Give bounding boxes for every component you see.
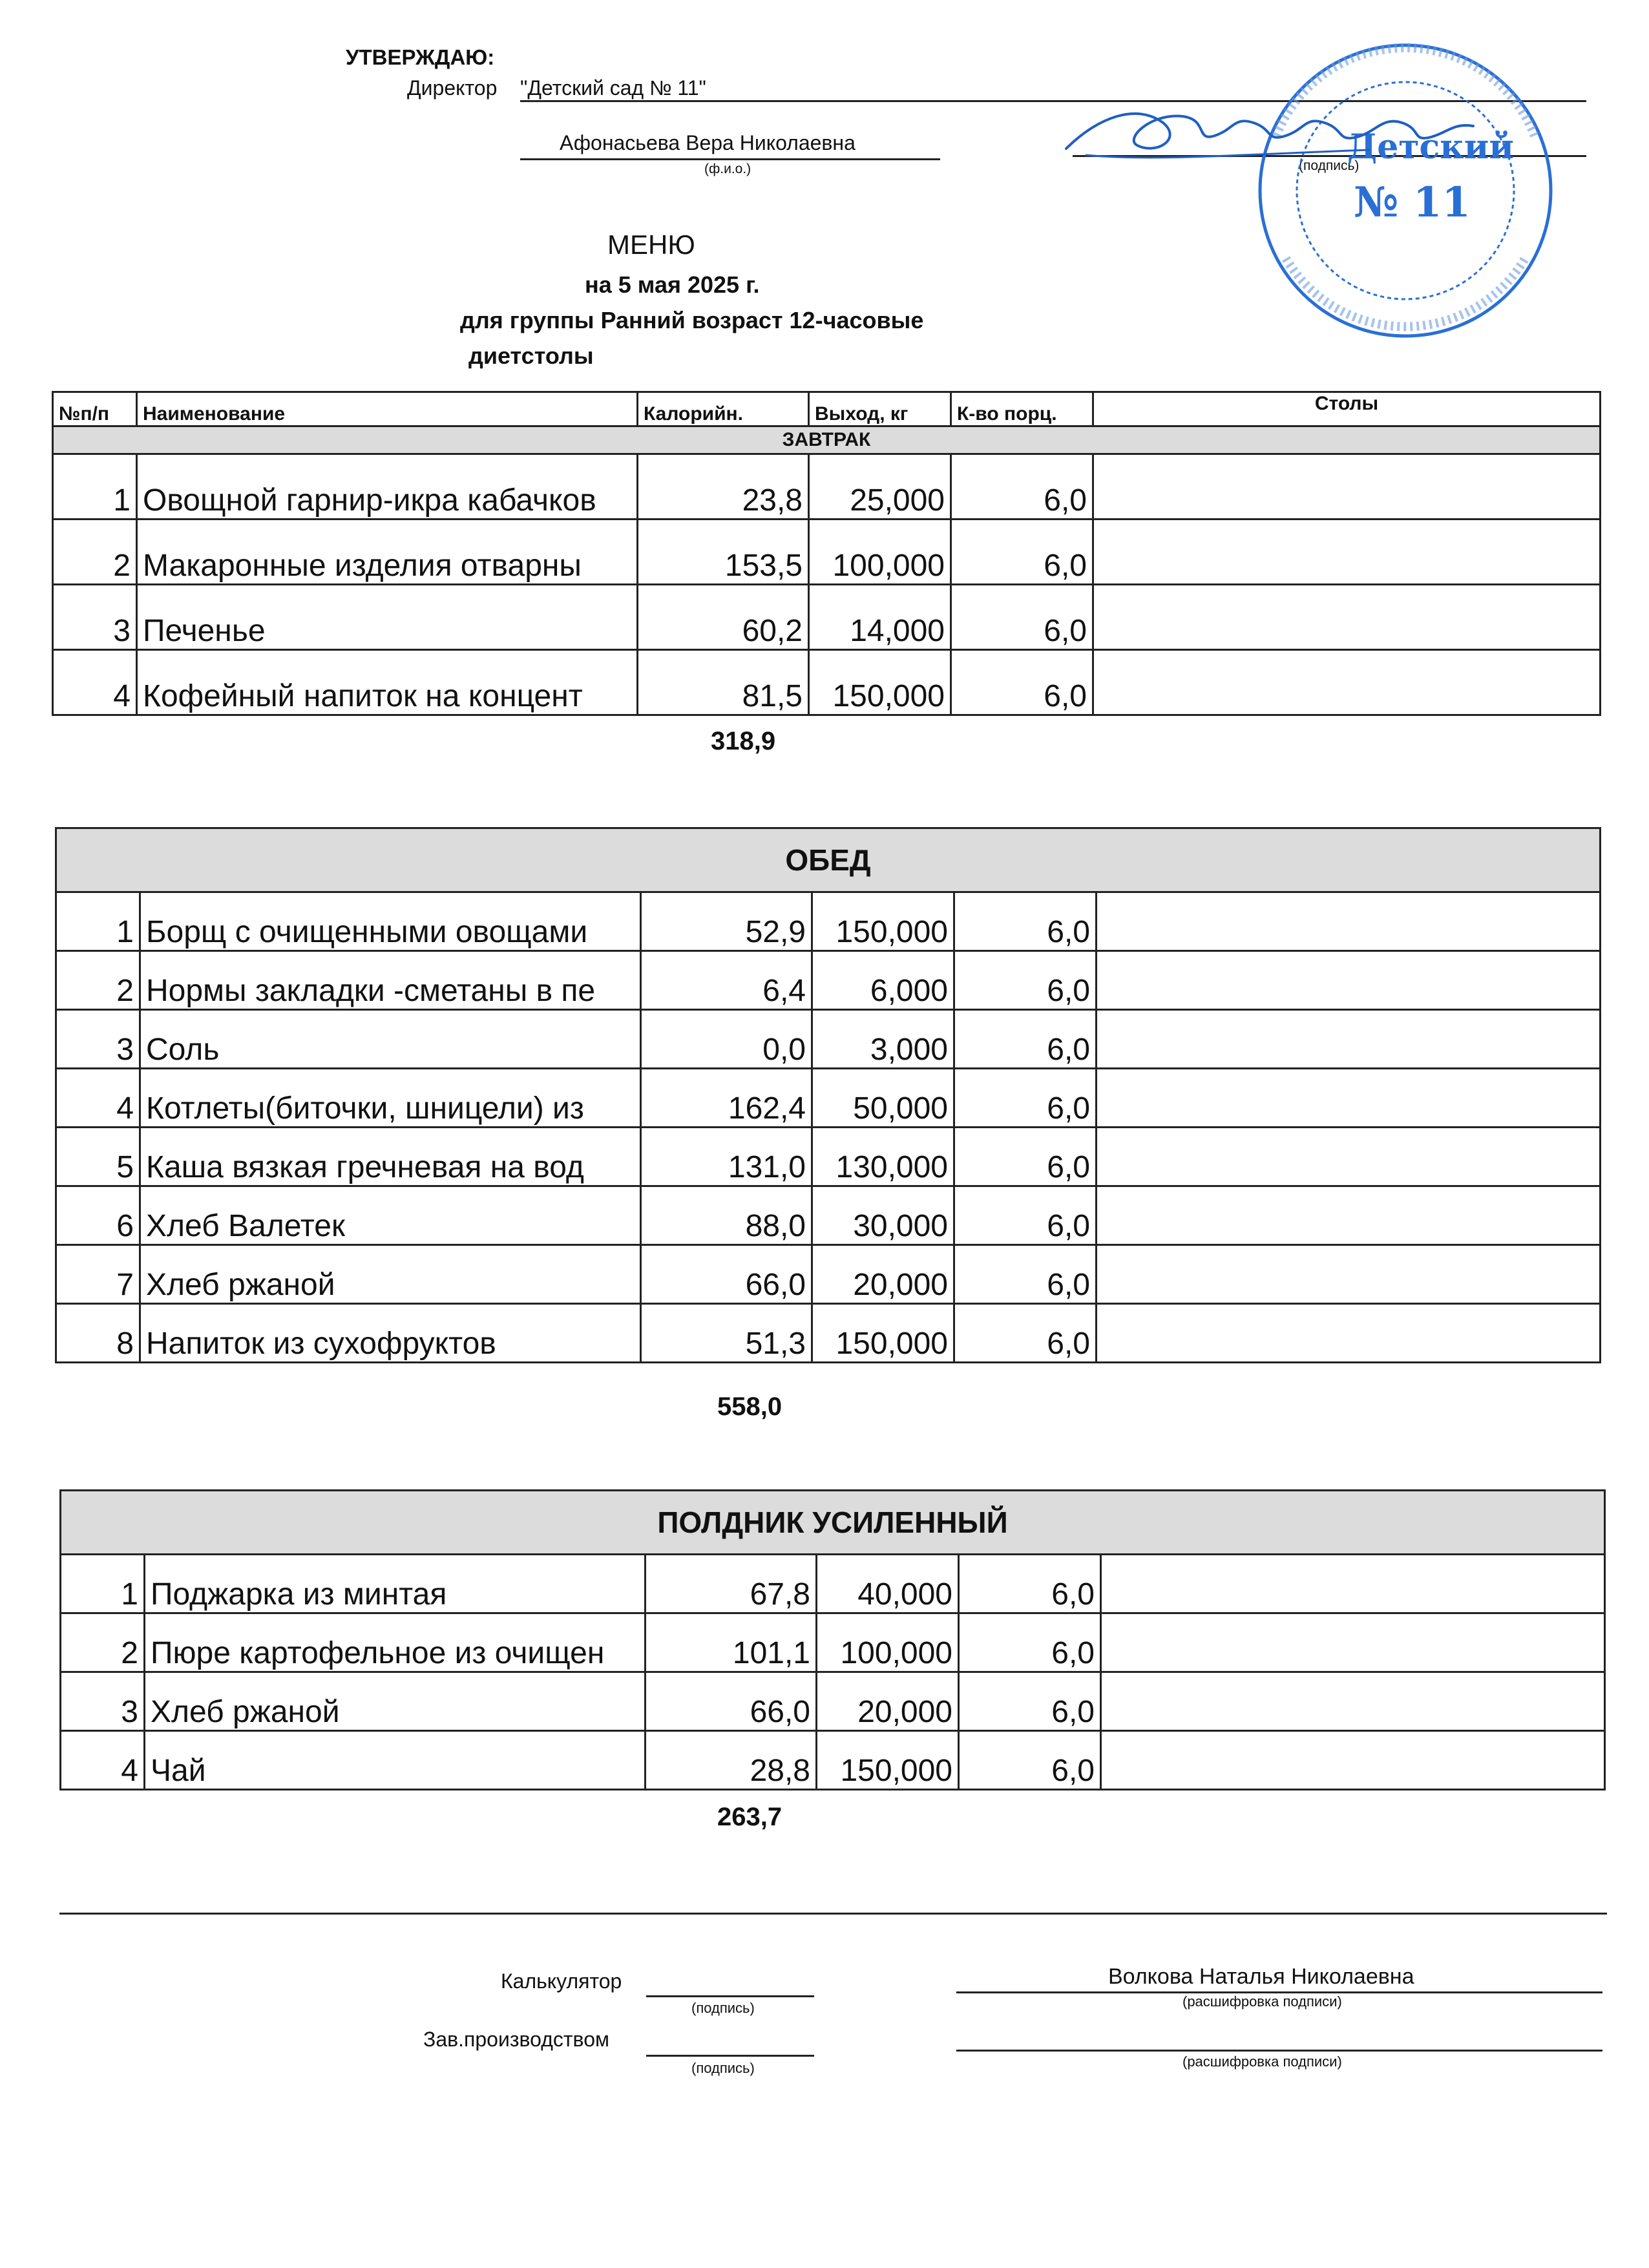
portions: 6,0	[954, 1245, 1097, 1304]
output-kg: 100,000	[817, 1613, 959, 1672]
row-number: 7	[56, 1245, 140, 1304]
table-row	[53, 585, 1601, 650]
dish-name: Кофейный напиток на концент	[137, 650, 638, 715]
calories: 6,4	[641, 951, 812, 1010]
dish-name: Хлеб ржаной	[145, 1672, 646, 1731]
dish-name: Нормы закладки -сметаны в пе	[140, 951, 641, 1010]
director-signature	[1060, 78, 1512, 181]
table-row	[56, 1186, 1601, 1245]
lunch-table	[55, 827, 1601, 1363]
snack-table	[59, 1489, 1606, 1790]
production-signature-caption: (подпись)	[691, 2060, 755, 2076]
calories: 52,9	[641, 892, 812, 951]
tables-cell	[1097, 1010, 1601, 1069]
snack-total: 263,7	[717, 1803, 782, 1831]
output-kg: 40,000	[817, 1555, 959, 1613]
portions: 6,0	[954, 1128, 1097, 1186]
row-number: 3	[61, 1672, 145, 1731]
table-row	[56, 1069, 1601, 1128]
tables-cell	[1097, 951, 1601, 1010]
calories: 67,8	[646, 1555, 817, 1613]
table-row	[61, 1555, 1605, 1613]
dish-name: Макаронные изделия отварны	[137, 520, 638, 585]
tables-cell	[1097, 892, 1601, 951]
output-kg: 6,000	[812, 951, 954, 1010]
output-kg: 25,000	[809, 454, 951, 520]
row-number: 1	[56, 892, 140, 951]
table-row	[61, 1672, 1605, 1731]
portions: 6,0	[951, 520, 1093, 585]
calories: 153,5	[638, 520, 809, 585]
dish-name: Хлеб ржаной	[140, 1245, 641, 1304]
row-number: 1	[61, 1555, 145, 1613]
table-row	[56, 1128, 1601, 1186]
row-number: 5	[56, 1128, 140, 1186]
tables-cell	[1097, 1069, 1601, 1128]
output-kg: 20,000	[817, 1672, 959, 1731]
column-header: Столы	[1093, 392, 1601, 426]
row-number: 3	[56, 1010, 140, 1069]
column-header: К-во порц.	[951, 392, 1093, 426]
tables-cell	[1101, 1731, 1605, 1790]
dish-name: Печенье	[137, 585, 638, 650]
portions: 6,0	[954, 1304, 1097, 1363]
output-kg: 130,000	[812, 1128, 954, 1186]
stamp-number: № 11	[1354, 178, 1471, 227]
table-header-row	[53, 392, 1601, 426]
dish-name: Овощной гарнир-икра кабачков	[137, 454, 638, 520]
production-signature-line	[646, 2055, 814, 2057]
calculator-decode-caption: (расшифровка подписи)	[1182, 1993, 1342, 2010]
tables-cell	[1093, 650, 1601, 715]
calories: 28,8	[646, 1731, 817, 1790]
section-row	[56, 828, 1601, 892]
calories: 66,0	[646, 1672, 817, 1731]
section-title: ОБЕД	[56, 828, 1601, 892]
calculator-label: Калькулятор	[501, 1969, 622, 1993]
portions: 6,0	[951, 585, 1093, 650]
row-number: 2	[56, 951, 140, 1010]
dish-name: Каша вязкая гречневая на вод	[140, 1128, 641, 1186]
breakfast-total: 318,9	[711, 727, 776, 755]
tables-cell	[1101, 1672, 1605, 1731]
calories: 101,1	[646, 1613, 817, 1672]
table-row	[56, 1245, 1601, 1304]
calories: 81,5	[638, 650, 809, 715]
row-number: 6	[56, 1186, 140, 1245]
fio-caption: (ф.и.о.)	[704, 162, 751, 176]
row-number: 2	[61, 1613, 145, 1672]
row-number: 3	[53, 585, 137, 650]
tables-cell	[1093, 454, 1601, 520]
menu-date: на 5 мая 2025 г.	[585, 271, 760, 298]
tables-cell	[1097, 1128, 1601, 1186]
calories: 51,3	[641, 1304, 812, 1363]
calories: 0,0	[641, 1010, 812, 1069]
portions: 6,0	[954, 1186, 1097, 1245]
calories: 60,2	[638, 585, 809, 650]
dish-name: Хлеб Валетек	[140, 1186, 641, 1245]
table-row	[56, 951, 1601, 1010]
portions: 6,0	[954, 892, 1097, 951]
output-kg: 150,000	[809, 650, 951, 715]
production-head-label: Зав.производством	[423, 2028, 609, 2051]
calculator-signature-line	[646, 1995, 814, 1997]
dish-name: Пюре картофельное из очищен	[145, 1613, 646, 1672]
column-header: Выход, кг	[809, 392, 951, 426]
signature-caption: (подпись)	[1299, 158, 1360, 173]
calories: 88,0	[641, 1186, 812, 1245]
section-title: ПОЛДНИК УСИЛЕННЫЙ	[61, 1491, 1605, 1555]
section-title: ЗАВТРАК	[53, 426, 1601, 454]
fio-underline	[520, 158, 940, 160]
output-kg: 3,000	[812, 1010, 954, 1069]
output-kg: 100,000	[809, 520, 951, 585]
tables-cell	[1097, 1186, 1601, 1245]
calories: 131,0	[641, 1128, 812, 1186]
table-row	[53, 650, 1601, 715]
portions: 6,0	[959, 1731, 1101, 1790]
output-kg: 14,000	[809, 585, 951, 650]
output-kg: 50,000	[812, 1069, 954, 1128]
portions: 6,0	[951, 454, 1093, 520]
page-title: МЕНЮ	[607, 229, 695, 260]
row-number: 2	[53, 520, 137, 585]
dish-name: Соль	[140, 1010, 641, 1069]
tables-cell	[1093, 520, 1601, 585]
stamp-word: Детский	[1347, 127, 1514, 167]
output-kg: 150,000	[817, 1731, 959, 1790]
table-row	[56, 892, 1601, 951]
tables-cell	[1097, 1245, 1601, 1304]
output-kg: 30,000	[812, 1186, 954, 1245]
group-line: для группы Ранний возраст 12-часовые	[460, 307, 924, 333]
footer-divider	[59, 1913, 1607, 1915]
dish-name: Поджарка из минтая	[145, 1555, 646, 1613]
calories: 23,8	[638, 454, 809, 520]
output-kg: 150,000	[812, 892, 954, 951]
row-number: 4	[53, 650, 137, 715]
tables-cell	[1101, 1555, 1605, 1613]
calories: 66,0	[641, 1245, 812, 1304]
section-row	[61, 1491, 1605, 1555]
section-row	[53, 426, 1601, 454]
director-name: Афонасьева Вера Николаевна	[560, 131, 856, 154]
portions: 6,0	[959, 1613, 1101, 1672]
calculator-name: Волкова Наталья Николаевна	[1108, 1964, 1414, 1989]
row-number: 4	[56, 1069, 140, 1128]
row-number: 4	[61, 1731, 145, 1790]
dish-name: Напиток из сухофруктов	[140, 1304, 641, 1363]
dish-name: Котлеты(биточки, шницели) из	[140, 1069, 641, 1128]
lunch-total: 558,0	[717, 1392, 782, 1421]
tables-cell	[1097, 1304, 1601, 1363]
portions: 6,0	[954, 951, 1097, 1010]
tables-cell	[1101, 1613, 1605, 1672]
row-number: 8	[56, 1304, 140, 1363]
portions: 6,0	[951, 650, 1093, 715]
portions: 6,0	[954, 1010, 1097, 1069]
portions: 6,0	[954, 1069, 1097, 1128]
calories: 162,4	[641, 1069, 812, 1128]
table-row	[61, 1613, 1605, 1672]
table-row	[56, 1304, 1601, 1363]
table-row	[61, 1731, 1605, 1790]
column-header: Наименование	[137, 392, 638, 426]
table-row	[56, 1010, 1601, 1069]
organization-name: "Детский сад № 11"	[520, 76, 706, 100]
production-decode-line	[956, 2050, 1602, 2052]
production-decode-caption: (расшифровка подписи)	[1182, 2053, 1342, 2070]
column-header: Калорийн.	[638, 392, 809, 426]
director-label: Директор	[407, 76, 498, 100]
output-kg: 20,000	[812, 1245, 954, 1304]
table-row	[53, 454, 1601, 520]
row-number: 1	[53, 454, 137, 520]
dish-name: Чай	[145, 1731, 646, 1790]
diet-line: диетстолы	[468, 342, 594, 369]
portions: 6,0	[959, 1555, 1101, 1613]
breakfast-table	[52, 391, 1601, 716]
portions: 6,0	[959, 1672, 1101, 1731]
approval-title: УТВЕРЖДАЮ:	[346, 45, 495, 69]
dish-name: Борщ с очищенными овощами	[140, 892, 641, 951]
column-header: №п/п	[53, 392, 137, 426]
calculator-signature-caption: (подпись)	[691, 2000, 755, 2016]
table-row	[53, 520, 1601, 585]
output-kg: 150,000	[812, 1304, 954, 1363]
tables-cell	[1093, 585, 1601, 650]
